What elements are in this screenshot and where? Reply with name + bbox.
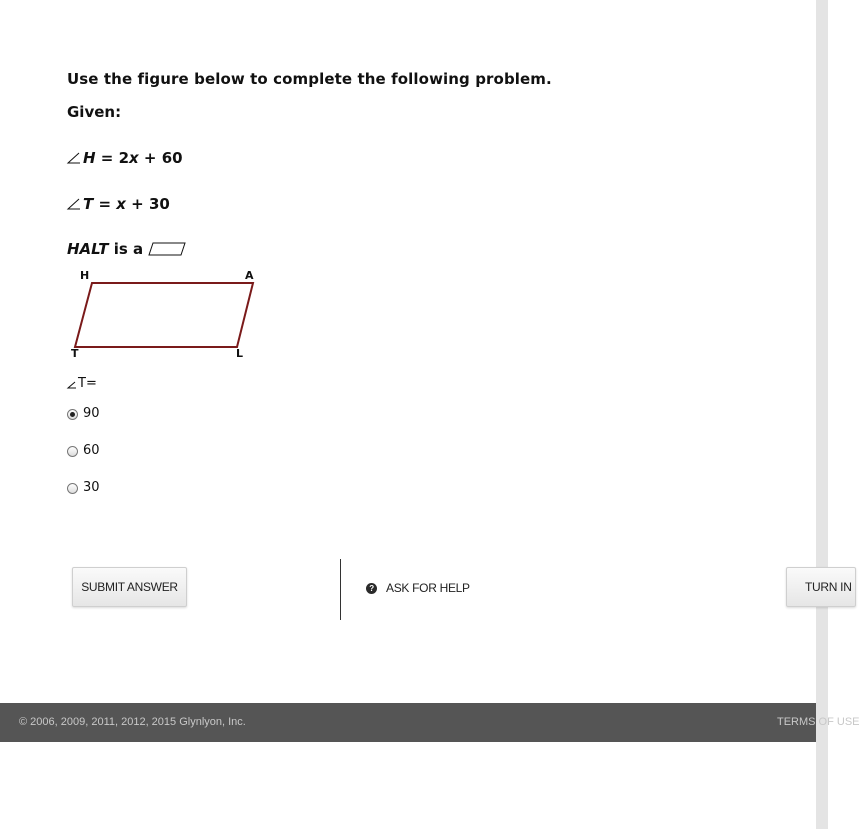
option-label: 30 (83, 480, 100, 495)
answer-option-90[interactable] (67, 406, 100, 421)
given-angle-h (67, 149, 183, 167)
angle-icon (67, 381, 76, 389)
page-footer (0, 703, 860, 742)
radio-button[interactable] (67, 446, 78, 457)
instructions-text: Use the figure below to complete the following problem. (67, 70, 552, 88)
answer-option-30[interactable] (67, 480, 100, 495)
scrollbar-track[interactable] (816, 0, 828, 829)
given-angle-t (67, 195, 170, 213)
vertex-label-t: T (71, 347, 79, 360)
question-text: T= (78, 376, 97, 391)
angle-t-rest: + 30 (125, 195, 170, 213)
angle-h-eq: = 2 (95, 149, 130, 167)
angle-icon (67, 152, 81, 164)
copyright-text: © 2006, 2009, 2011, 2012, 2015 Glynlyon, Inc. (19, 716, 246, 728)
option-label: 60 (83, 443, 100, 458)
angle-t-var: T (83, 195, 94, 213)
radio-button[interactable] (67, 483, 78, 494)
halt-name: HALT (67, 240, 109, 258)
parallelogram-icon (148, 242, 186, 256)
parallelogram-shape (75, 283, 253, 347)
answer-option-60[interactable] (67, 443, 100, 458)
turn-in-button[interactable]: TURN IN (786, 567, 856, 607)
halt-text: is a (108, 240, 144, 258)
angle-h-x: x (129, 149, 139, 167)
option-label: 90 (83, 406, 100, 421)
angle-t-eq: = (93, 195, 117, 213)
given-halt (67, 240, 186, 258)
submit-answer-button[interactable]: SUBMIT ANSWER (72, 567, 187, 607)
angle-h-var: H (83, 149, 96, 167)
angle-icon (67, 198, 81, 210)
vertex-label-h: H (80, 269, 90, 282)
angle-h-rest: + 60 (138, 149, 183, 167)
help-label: ASK FOR HELP (386, 581, 470, 595)
vertex-label-a: A (245, 269, 254, 282)
help-icon: ? (366, 583, 377, 594)
angle-t-x: x (116, 195, 126, 213)
ask-for-help-link[interactable] (366, 581, 470, 595)
given-label: Given: (67, 103, 122, 121)
action-divider (340, 559, 341, 620)
question-prompt (67, 376, 97, 391)
parallelogram-figure (64, 266, 264, 366)
vertex-label-l: L (236, 347, 244, 360)
radio-button-selected[interactable] (67, 409, 78, 420)
terms-of-use-link[interactable]: TERMS OF USE (777, 716, 860, 728)
